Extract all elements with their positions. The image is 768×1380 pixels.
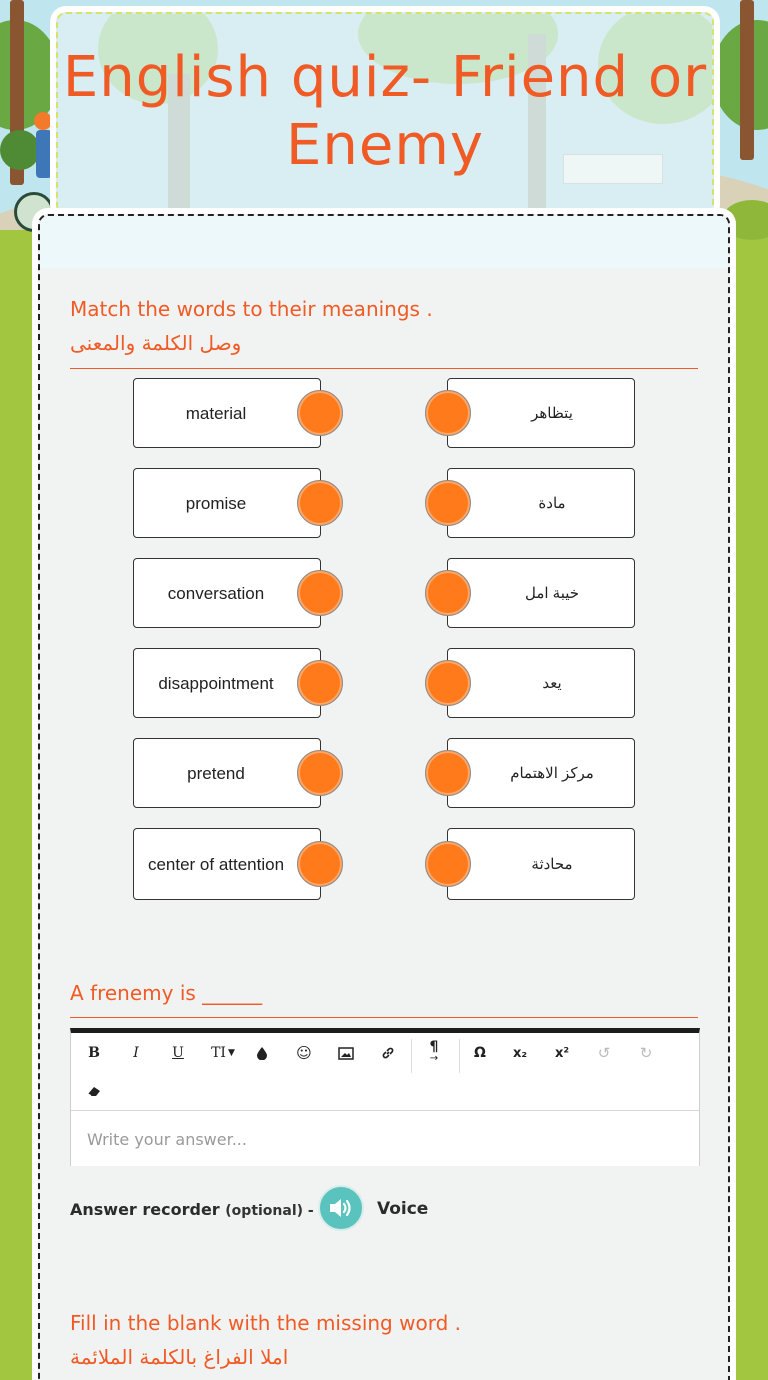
match-left-connector[interactable] xyxy=(297,480,343,526)
subscript-button[interactable]: x₂ xyxy=(512,1045,528,1061)
rich-text-editor xyxy=(70,1028,700,1166)
match-left-connector[interactable] xyxy=(297,660,343,706)
toolbar-separator xyxy=(411,1039,412,1073)
recorder-label-text: Answer recorder xyxy=(70,1200,220,1219)
match-left-item xyxy=(133,648,321,718)
q3-instruction-ar: املا الفراغ بالكلمة الملائمة xyxy=(70,1345,289,1369)
match-right-connector[interactable] xyxy=(425,750,471,796)
q3-instruction-en: Fill in the blank with the missing word . xyxy=(70,1311,461,1335)
redo-icon: ↻ xyxy=(639,1044,653,1062)
worksheet-card xyxy=(32,208,736,1380)
match-right-connector[interactable] xyxy=(425,390,471,436)
match-right-label: مركز الاهتمام xyxy=(510,764,594,782)
q2-prompt: A frenemy is ______ xyxy=(70,981,263,1005)
droplet-icon xyxy=(256,1046,268,1060)
match-right-label: محادثة xyxy=(531,855,573,873)
match-left-item xyxy=(133,378,321,448)
match-right-item xyxy=(447,378,635,448)
match-left-label: pretend xyxy=(187,763,245,783)
match-right-item xyxy=(447,558,635,628)
voice-label: Voice xyxy=(377,1199,429,1219)
special-char-button[interactable]: Ω xyxy=(474,1045,486,1061)
recorder-optional-text: (optional) - xyxy=(225,1203,314,1219)
match-left-item xyxy=(133,558,321,628)
match-left-item xyxy=(133,738,321,808)
paragraph-direction-button[interactable] xyxy=(417,1037,451,1069)
bush-left xyxy=(0,130,40,170)
smiley-icon: ☺ xyxy=(296,1044,312,1062)
undo-button[interactable] xyxy=(587,1037,621,1069)
caret-down-icon: ▼ xyxy=(227,1048,235,1058)
match-right-connector[interactable] xyxy=(425,841,471,887)
paragraph-icon: ¶ xyxy=(429,1039,439,1055)
emoji-button[interactable] xyxy=(287,1037,321,1069)
toolbar-separator xyxy=(459,1039,460,1073)
undo-icon: ↺ xyxy=(597,1044,611,1062)
tree-trunk-right xyxy=(740,0,754,160)
image-icon xyxy=(338,1047,354,1060)
match-right-connector[interactable] xyxy=(425,570,471,616)
text-size-button[interactable] xyxy=(203,1037,243,1069)
q1-instruction-ar: وصل الكلمة والمعنى xyxy=(70,331,242,355)
match-right-item xyxy=(447,648,635,718)
clear-format-button[interactable] xyxy=(77,1075,111,1107)
bold-button[interactable]: B xyxy=(88,1045,100,1061)
answer-input[interactable] xyxy=(71,1112,699,1166)
match-right-connector[interactable] xyxy=(425,660,471,706)
worksheet-body xyxy=(38,214,730,1380)
header-card xyxy=(50,6,720,221)
eraser-icon xyxy=(86,1085,102,1097)
match-left-connector[interactable] xyxy=(297,841,343,887)
color-button[interactable] xyxy=(245,1037,279,1069)
match-left-item xyxy=(133,828,321,900)
q2-divider xyxy=(70,1017,698,1018)
match-left-item xyxy=(133,468,321,538)
match-right-item xyxy=(447,828,635,900)
image-button[interactable] xyxy=(329,1037,363,1069)
match-right-label: مادة xyxy=(538,494,566,512)
italic-button[interactable]: I xyxy=(133,1045,139,1061)
page-title: English quiz- Friend or Enemy xyxy=(62,45,708,178)
match-left-label: disappointment xyxy=(158,673,274,693)
match-left-label: conversation xyxy=(167,583,265,603)
match-right-label: يتظاهر xyxy=(531,404,573,422)
voice-record-button[interactable] xyxy=(318,1185,364,1231)
superscript-button[interactable]: x² xyxy=(554,1045,570,1061)
match-left-label: center of attention xyxy=(147,854,285,874)
match-left-connector[interactable] xyxy=(297,570,343,616)
link-button[interactable] xyxy=(371,1037,405,1069)
q1-divider xyxy=(70,368,698,369)
match-right-item xyxy=(447,468,635,538)
match-right-label: خيبة امل xyxy=(524,584,580,602)
underline-button[interactable]: U xyxy=(172,1045,184,1061)
match-left-label: material xyxy=(185,403,247,423)
q1-instruction-en: Match the words to their meanings . xyxy=(70,297,433,321)
match-right-connector[interactable] xyxy=(425,480,471,526)
match-left-connector[interactable] xyxy=(297,750,343,796)
match-left-connector[interactable] xyxy=(297,390,343,436)
arrow-right-icon: → xyxy=(429,1053,439,1064)
editor-toolbar xyxy=(71,1033,699,1111)
header-banner xyxy=(56,12,714,215)
match-right-item xyxy=(447,738,635,808)
redo-button[interactable] xyxy=(629,1037,663,1069)
match-left-label: promise xyxy=(185,493,247,513)
worksheet-top-strip xyxy=(40,216,728,268)
text-size-label: TI xyxy=(211,1045,226,1061)
answer-recorder-label xyxy=(70,1200,314,1219)
speaker-icon xyxy=(327,1196,355,1220)
match-right-label: يعد xyxy=(542,674,562,692)
link-icon xyxy=(381,1046,395,1060)
